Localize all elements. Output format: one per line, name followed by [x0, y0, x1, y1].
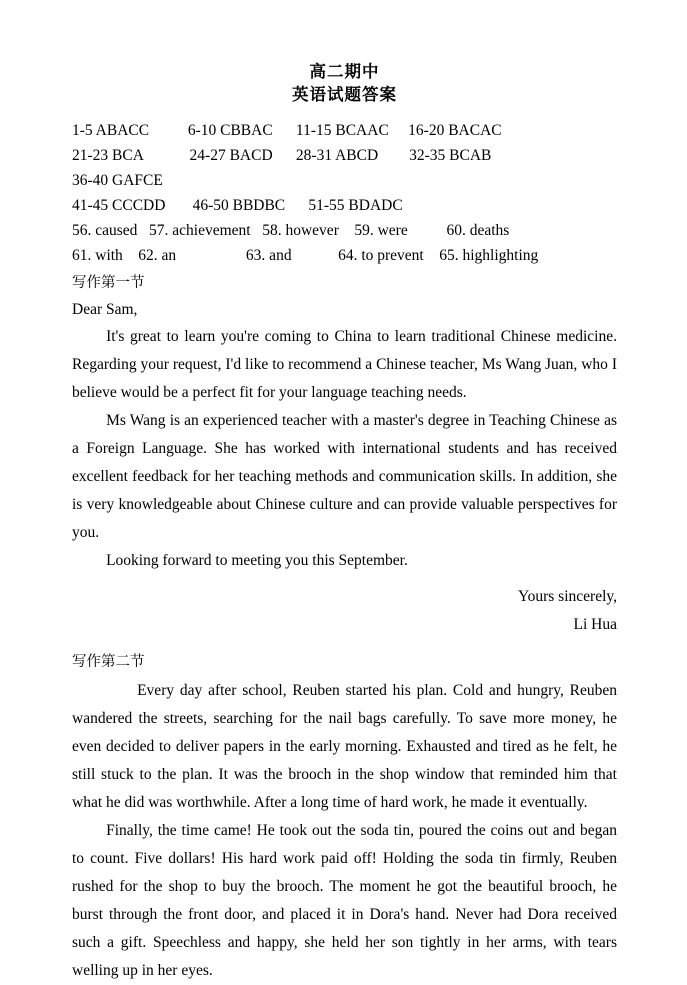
essay-body [72, 677, 617, 985]
document-title [72, 60, 617, 106]
letter-salutation: Dear Sam, [72, 301, 138, 318]
essay-paragraph: Finally, the time came! He took out the soda tin, poured the coins out and began to count. Five dollars! His hard work paid off! Holding the soda tin firmly, Reuben rushed for the shop to buy the brooch. The moment he got the beautiful brooch, he burst through the front door, and placed it in Dora's hand. Never had Dora received such a gift. Speechless and happy, she held her son tightly in her arms, with tears welling up in her eyes. [72, 822, 617, 979]
answer-row: 41-45 CCCDD 46-50 BBDBC 51-55 BDADC [72, 197, 403, 214]
answer-row: 56. caused 57. achievement 58. however 59. were 60. deaths [72, 222, 510, 239]
answer-key-list [72, 118, 617, 268]
answer-row: 61. with 62. an 63. and 64. to prevent 65. highlighting [72, 247, 539, 264]
document-content [72, 60, 617, 985]
letter-closing-line: Yours sincerely, [517, 588, 617, 605]
spacer [72, 639, 617, 647]
spacer [72, 575, 617, 583]
title-line-2: 英语试题答案 [292, 85, 397, 104]
answer-row: 1-5 ABACC 6-10 CBBAC 11-15 BCAAC 16-20 BACAC [72, 122, 502, 139]
title-line-1: 高二期中 [309, 62, 380, 81]
writing-section-one-label: 写作第一节 [72, 275, 145, 291]
answer-row: 21-23 BCA 24-27 BACD 28-31 ABCD 32-35 BCAB [72, 147, 492, 164]
letter-paragraph: Ms Wang is an experienced teacher with a master's degree in Teaching Chinese as a Foreign Language. She has worked with international students and has received excellent feedback for her teaching methods and communication skills. In addition, she is very knowledgeable about Chinese culture and can provide valuable perspectives for you. [72, 412, 617, 541]
letter-paragraph: It's great to learn you're coming to China to learn traditional Chinese medicine. Regarding your request, I'd like to recommend a Chinese teacher, Ms Wang Juan, who I believe would be a perfect fit for your language teaching needs. [72, 328, 617, 401]
writing-section-two-label: 写作第二节 [72, 654, 145, 670]
essay-paragraph: Every day after school, Reuben started his plan. Cold and hungry, Reuben wandered the streets, searching for the nail bags carefully. To save more money, he even decided to deliver papers in the early morning. Exhausted and tired as he felt, he still stuck to the plan. It was the brooch in the shop window that reminded him that what he did was worthwhile. After a long time of hard work, he made it eventually. [72, 682, 617, 811]
answer-row: 36-40 GAFCE [72, 172, 163, 189]
letter-signature: Li Hua [573, 616, 617, 633]
letter-paragraph: Looking forward to meeting you this September. [106, 552, 408, 569]
